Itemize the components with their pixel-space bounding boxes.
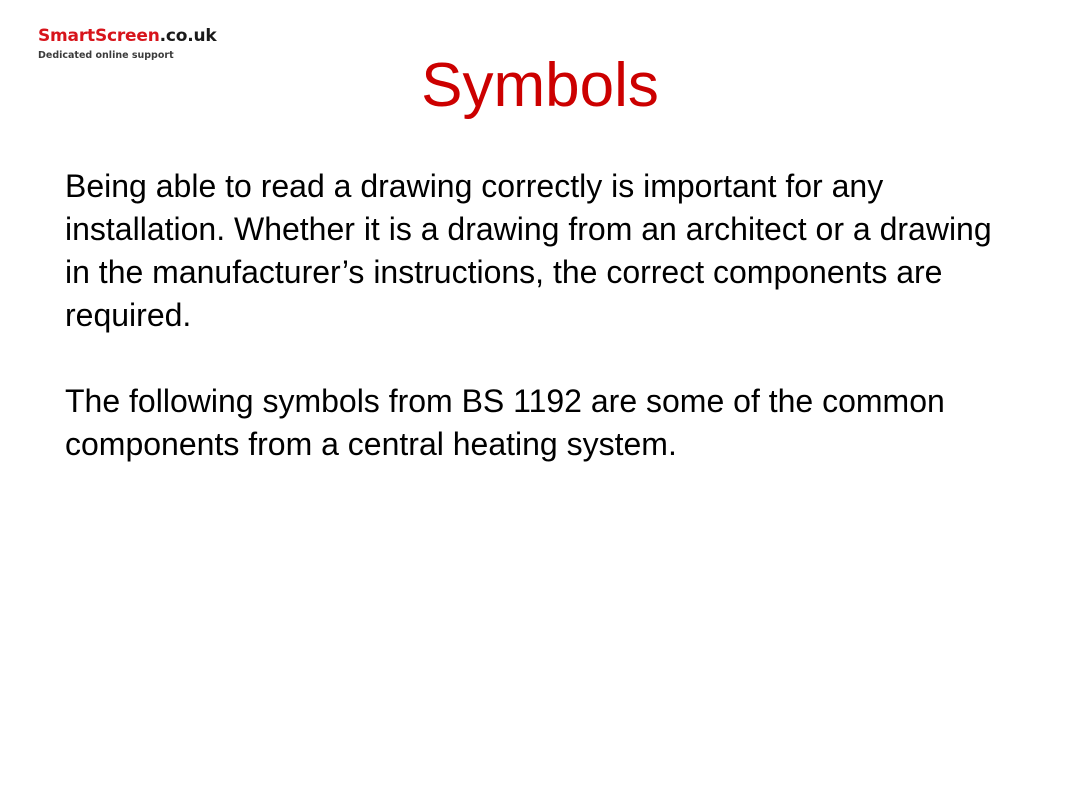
logo-wordmark [38,28,217,45]
logo-domain-text: .co.uk [159,26,217,46]
slide-body [65,165,1025,466]
body-paragraph-1: Being able to read a drawing correctly is important for any installation. Whether it is a drawing from an architect or a drawing in the manufacturer’s instructions, the correct components are required. [65,168,992,333]
logo-tagline: Dedicated online support [38,50,174,61]
logo-brand-text: SmartScreen [38,26,160,46]
slide-title: Symbols [421,51,659,120]
body-paragraph-2: The following symbols from BS 1192 are some of the common components from a central heating system. [65,383,945,462]
